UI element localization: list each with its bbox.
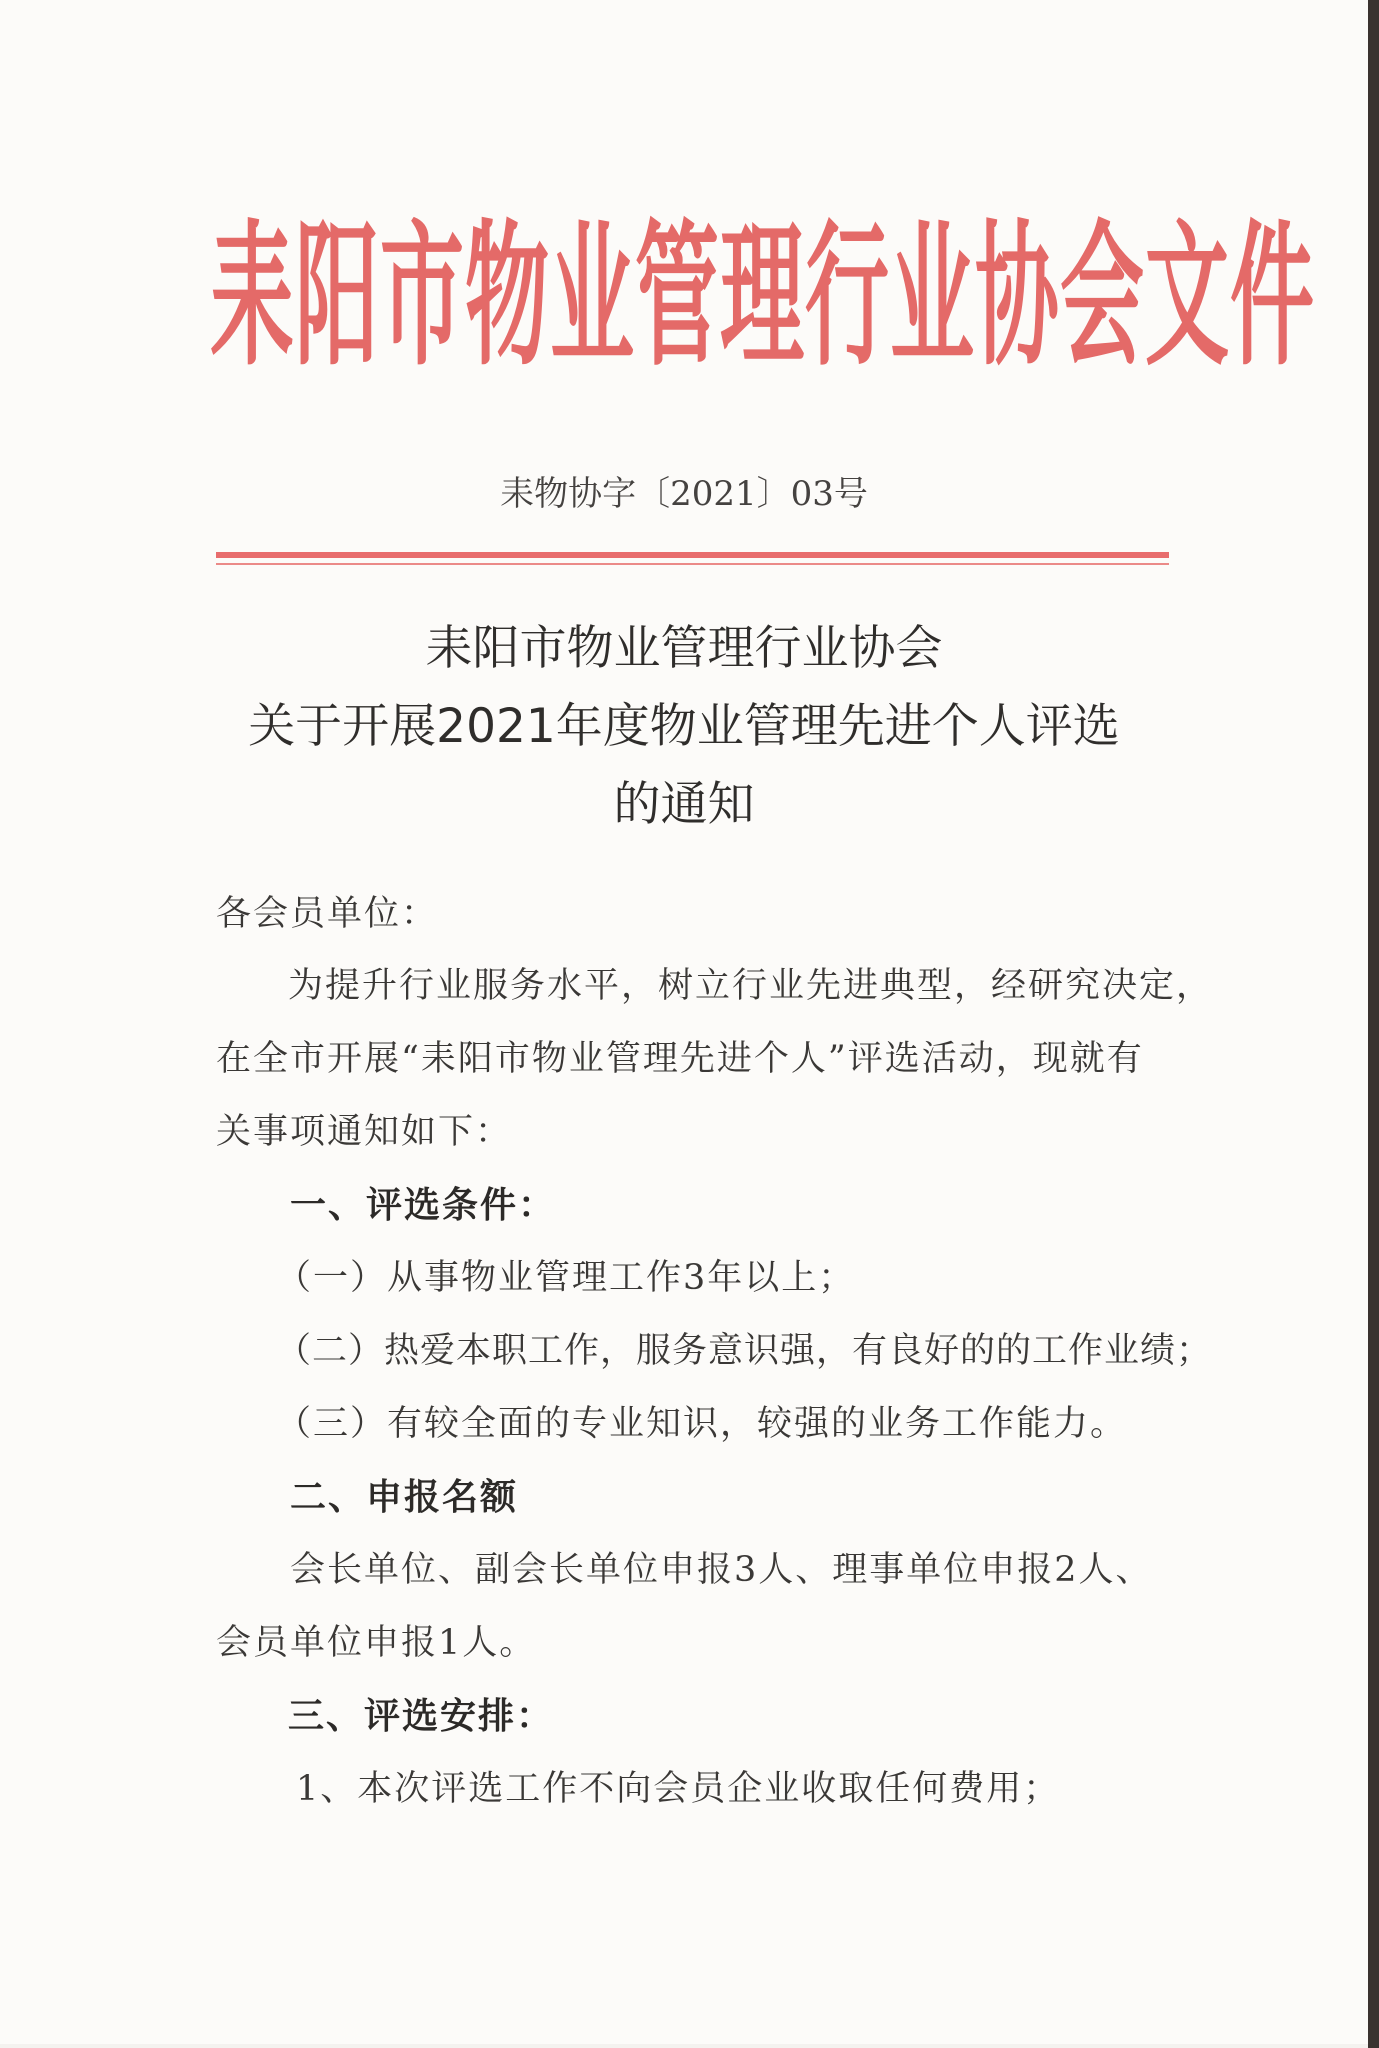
issuer-header: 耒阳市物业管理行业协会文件: [210, 205, 1316, 387]
notice-title-line: 关于开展2021年度物业管理先进个人评选: [248, 699, 1120, 754]
section-heading: 三、评选安排：: [288, 1696, 555, 1737]
intro-line: 为提升行业服务水平，树立行业先进典型，经研究决定，: [288, 966, 1214, 1006]
arrangement-item: 1、本次评选工作不向会员企业收取任何费用；: [296, 1769, 1061, 1809]
red-divider-thick: [216, 552, 1169, 558]
salutation: 各会员单位：: [216, 894, 439, 934]
condition-item: （一）从事物业管理工作3年以上；: [276, 1258, 856, 1298]
section-heading: 二、申报名额: [290, 1477, 519, 1518]
quota-line: 会长单位、副会长单位申报3人、理事单位申报2人、: [290, 1550, 1153, 1590]
section-heading: 一、评选条件：: [290, 1185, 557, 1226]
page-edge: [1368, 0, 1379, 2048]
notice-title-line: 耒阳市物业管理行业协会: [425, 621, 943, 676]
notice-title: [0, 610, 1368, 844]
red-divider-thin: [216, 563, 1169, 565]
condition-item: （二）热爱本职工作，服务意识强，有良好的的工作业绩；: [276, 1331, 1213, 1371]
quota-line: 会员单位申报1人。: [216, 1623, 537, 1663]
notice-title-line: 的通知: [613, 777, 755, 832]
document-number: 耒物协字〔2021〕03号: [500, 474, 868, 514]
condition-item: （三）有较全面的专业知识，较强的业务工作能力。: [276, 1404, 1128, 1444]
intro-line: 在全市开展“耒阳市物业管理先进个人”评选活动，现就有: [216, 1039, 1144, 1079]
intro-line: 关事项通知如下：: [216, 1112, 513, 1152]
